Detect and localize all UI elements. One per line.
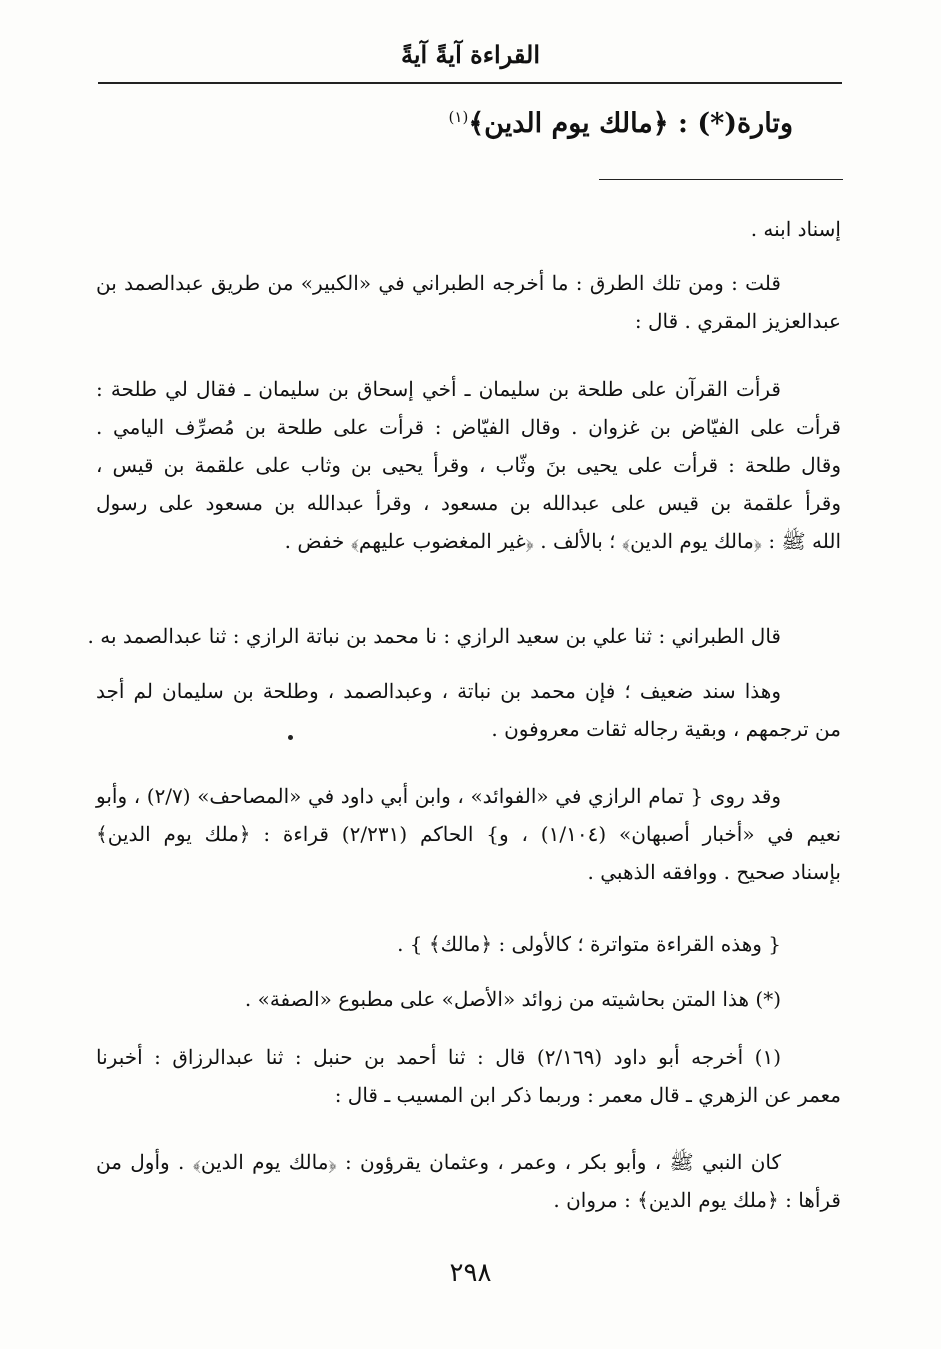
paragraph-mutawatir-note	[96, 925, 841, 963]
text-line: وهذا سند ضعيف ؛ فإن محمد بن نباتة ، وعبدالصمد ، وطلحة بن سليمان لم أجد	[96, 679, 781, 703]
paragraph-weak-chain	[96, 672, 841, 748]
text-line: قلت : ومن تلك الطرق : ما أخرجه الطبراني في «الكبير» من طريق عبدالصمد بن	[96, 271, 781, 295]
verse-heading	[449, 108, 793, 139]
text-line: من ترجمهم ، وبقية رجاله ثقات معروفون .	[491, 717, 841, 741]
text-line: (١) أخرجه أبو داود (٢/١٦٩) قال : ثنا أحمد بن حنبل : ثنا عبدالرزاق : أخبرنا	[96, 1045, 781, 1069]
paragraph-tabarani-route	[96, 264, 841, 340]
footnote-marker: (١)	[448, 108, 469, 126]
footnote-separator	[599, 179, 843, 180]
text-line: قال الطبراني : ثنا علي بن سعيد الرازي : نا محمد بن نباتة الرازي : ثنا عبدالصمد به .	[87, 624, 781, 648]
text-line: الله ﷺ : ﴿مالك يوم الدين﴾ ؛ بالألف . ﴿غير المغضوب عليهم﴾ خفض .	[284, 529, 841, 553]
text-line: عبدالعزيز المقري . قال :	[634, 309, 841, 333]
verse-text: وتارة(*) : ﴿مالك يوم الدين﴾	[468, 108, 793, 139]
text-line: قرأها : ﴿ملك يوم الدين﴾ : مروان .	[553, 1188, 841, 1212]
page-number: ٢٩٨	[449, 1258, 492, 1288]
footnote-1	[96, 1038, 841, 1114]
text-line: كان النبي ﷺ ، وأبو بكر ، وعمر ، وعثمان يقرؤون : ﴿مالك يوم الدين﴾ . وأول من	[96, 1150, 781, 1174]
footnote-asterisk	[96, 980, 841, 1018]
running-header: القراءة آيةً آيةً	[400, 40, 541, 69]
text-line: قرأت على الفيّاض بن غزوان . وقال الفيّاض : قرأت على طلحة بن مُصرِّف اليامي .	[96, 415, 841, 439]
header-rule	[98, 82, 842, 84]
paragraph-other-narrations	[96, 777, 841, 891]
text-line: قرأت القرآن على طلحة بن سليمان ـ أخي إسحاق بن سليمان ـ فقال لي طلحة :	[96, 377, 781, 401]
paragraph-tabarani-isnad	[87, 617, 841, 655]
text-line: { وهذه القراءة متواترة ؛ كالأولى : ﴿مالك﴾ } .	[397, 932, 781, 956]
text-line: (*) هذا المتن بحاشيته من زوائد «الأصل» على مطبوع «الصفة» .	[244, 987, 781, 1011]
paragraph-isnad-ibnih	[96, 210, 841, 248]
text-line: وقرأ علقمة بن قيس على عبدالله بن مسعود ، وقرأ عبدالله بن مسعود على رسول	[96, 491, 841, 515]
text-line: معمر عن الزهري ـ قال معمر : وربما ذكر ابن المسيب ـ قال :	[334, 1083, 841, 1107]
text-line: بإسناد صحيح . ووافقه الذهبي .	[587, 860, 841, 884]
stray-dot	[288, 735, 293, 740]
text-line: إسناد ابنه .	[750, 217, 841, 241]
text-line: وقال طلحة : قرأت على يحيى بنَ وثّاب ، وقرأ يحيى بن وثاب على علقمة بن قيس ،	[96, 453, 841, 477]
text-line: وقد روى { تمام الرازي في «الفوائد» ، وابن أبي داود في «المصاحف» (٢/٧) ، وأبو	[96, 784, 781, 808]
paragraph-chain-narration	[96, 370, 841, 560]
footnote-1-continued	[96, 1143, 841, 1219]
text-line: نعيم في «أخبار أصبهان» (١/١٠٤) ، و} الحاكم (٢/٢٣١) قراءة : ﴿ملك يوم الدين﴾	[96, 822, 842, 846]
